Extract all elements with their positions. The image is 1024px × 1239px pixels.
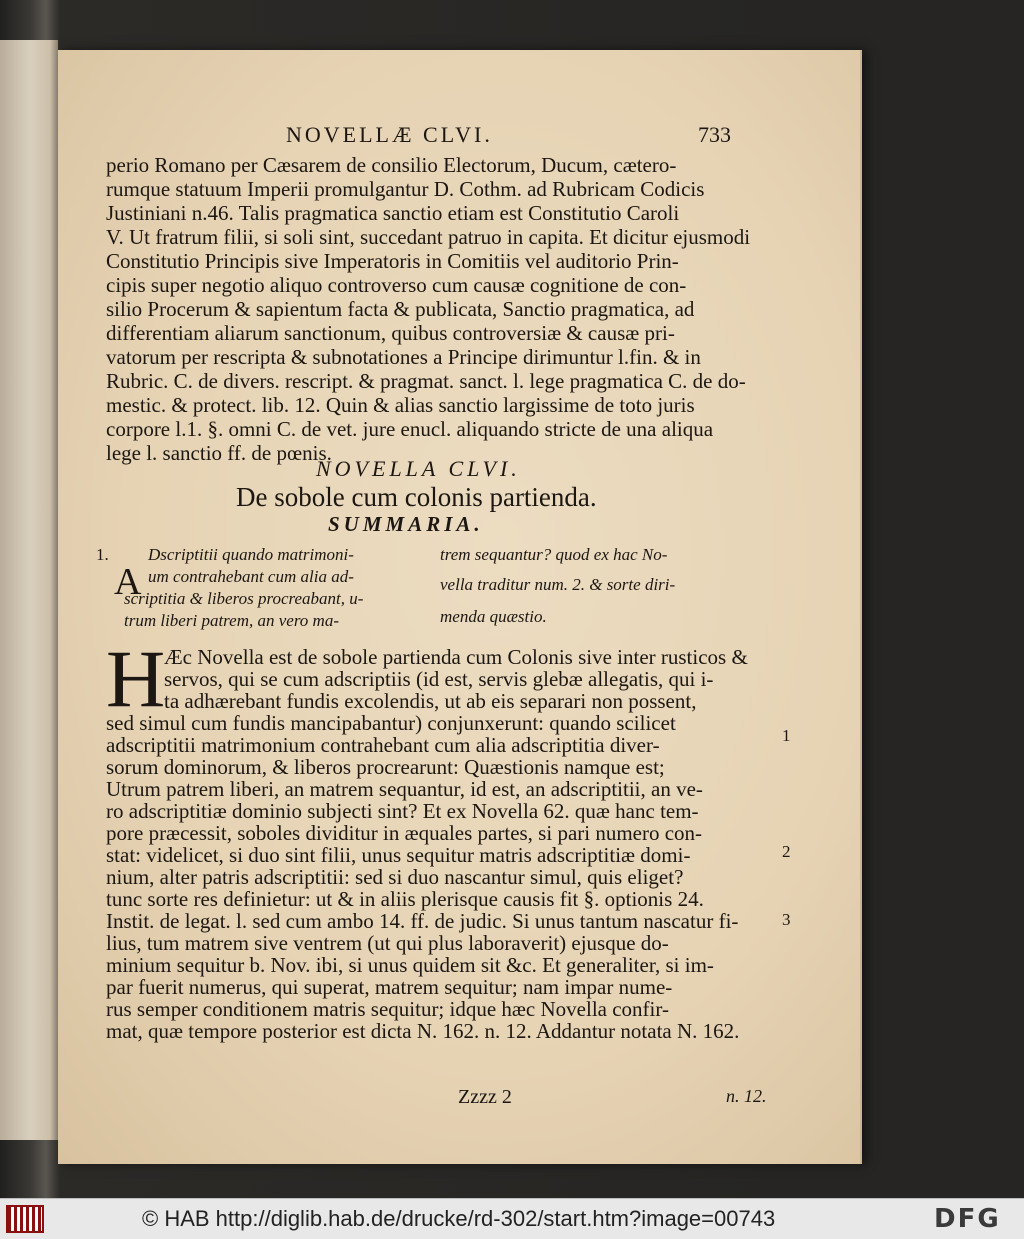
summaria-line: vella traditur num. 2. & sorte diri- [440, 575, 676, 594]
summaria-heading: SUMMARIA. [328, 512, 484, 536]
summaria-line: Dscriptitii quando matrimoni- [148, 545, 354, 564]
text-line: rumque statuum Imperii promulgantur D. Cothm. ad Rubricam Codicis [106, 177, 705, 201]
text-line: sorum dominorum, & liberos procrearunt: Quæstionis namque est; [106, 755, 665, 779]
text-line: adscriptitii matrimonium contrahebant cum alia adscriptitia diver- [106, 733, 660, 757]
text-line: mat, quæ tempore posterior est dicta N. 162. n. 12. Addantur notata N. 162. [106, 1019, 740, 1043]
text-line: perio Romano per Cæsarem de consilio Electorum, Ducum, cætero- [106, 153, 677, 177]
text-line: cipis super negotio aliquo controverso cum causæ cognitione de con- [106, 273, 687, 297]
text-line: ro adscriptitiæ dominio subjecti sint? Et ex Novella 62. quæ hanc tem- [106, 799, 699, 823]
dfg-logo[interactable]: DFG [934, 1204, 1001, 1234]
summaria-line: menda quæstio. [440, 607, 547, 626]
text-line: differentiam aliarum sanctionum, quibus controversiæ & causæ pri- [106, 321, 675, 345]
text-line: sed simul cum fundis mancipabantur) conjunxerunt: quando scilicet [106, 711, 676, 735]
catchword: n. 12. [726, 1086, 767, 1106]
text-line: tunc sorte res definietur: ut & in aliis plerisque causis fit §. optionis 24. [106, 887, 704, 911]
text-line: Æc Novella est de sobole partienda cum Colonis sive inter rusticos & [164, 645, 748, 669]
text-line: servos, qui se cum adscriptiis (id est, servis glebæ allegatis, qui i- [164, 667, 714, 691]
book-page [58, 50, 860, 1164]
copyright-link[interactable]: © HAB http://diglib.hab.de/drucke/rd-302/start.htm?image=00743 [142, 1206, 776, 1231]
text-line: nium, alter patris adscriptitii: sed si duo nascantur simul, quis eliget? [106, 865, 684, 889]
novella-title: De sobole cum colonis partienda. [236, 482, 597, 512]
page-number: 733 [698, 122, 731, 147]
text-line: par fuerit numerus, qui superat, matrem sequitur; nam impar nume- [106, 975, 673, 999]
running-head: NOVELLÆ CLVI. [286, 122, 493, 147]
text-line: silio Procerum & sapientum facta & publicata, Sanctio pragmatica, ad [106, 297, 695, 321]
text-line: corpore l.1. §. omni C. de vet. jure enucl. aliquando stricte de una aliqua [106, 417, 714, 441]
text-line: mestic. & protect. lib. 12. Quin & alias sanctio largissime de toto juris [106, 393, 695, 417]
summaria-line: trem sequantur? quod ex hac No- [440, 545, 668, 564]
text-line: Constitutio Principis sive Imperatoris in Comitiis vel auditorio Prin- [106, 249, 679, 273]
text-line: pore præcessit, soboles dividitur in æquales partes, si pari numero con- [106, 821, 703, 845]
summaria-line: scriptitia & liberos procreabant, u- [124, 589, 364, 608]
text-line: lius, tum matrem sive ventrem (ut qui plus laboraverit) ejusque do- [106, 931, 669, 955]
text-line: stat: videlicet, si duo sint filii, unus sequitur matris adscriptitiæ domi- [106, 843, 691, 867]
hab-barcode-logo-icon[interactable] [6, 1205, 44, 1233]
margin-number: 2 [782, 842, 791, 861]
signature-mark: Zzzz 2 [458, 1086, 512, 1108]
summaria-number: 1. [96, 545, 109, 564]
text-line: V. Ut fratrum filii, si soli sint, succedant patruo in capita. Et dicitur ejusmodi [106, 225, 751, 249]
text-line: Justiniani n.46. Talis pragmatica sanctio etiam est Constitutio Caroli [106, 201, 680, 225]
summaria-line: trum liberi patrem, an vero ma- [124, 611, 339, 630]
margin-number: 1 [782, 726, 791, 745]
novella-heading: NOVELLA CLVI. [316, 456, 521, 481]
left-page-edge [0, 40, 58, 1140]
margin-number: 3 [782, 910, 791, 929]
text-line: ta adhærebant fundis excolendis, ut ab eis separari non possent, [164, 689, 697, 713]
paragraph-drop-letter: H [106, 633, 166, 724]
text-line: rus semper conditionem matris sequitur; idque hæc Novella confir- [106, 997, 669, 1021]
text-line: Instit. de legat. l. sed cum ambo 14. ff. de judic. Si unus tantum nascatur fi- [106, 909, 739, 933]
text-line: Utrum patrem liberi, an matrem sequantur, id est, an adscriptitii, an ve- [106, 777, 703, 801]
text-line: vatorum per rescripta & subnotationes a Principe dirimuntur l.fin. & in [106, 345, 701, 369]
text-line: lege l. sanctio ff. de pœnis. [106, 441, 332, 465]
footer-bar [0, 1198, 1024, 1239]
text-line: Rubric. C. de divers. rescript. & pragmat. sanct. l. lege pragmatica C. de do- [106, 369, 746, 393]
summaria-drop-letter: A [114, 561, 142, 603]
text-line: minium sequitur b. Nov. ibi, si unus quidem sit &c. Et generaliter, si im- [106, 953, 714, 977]
summaria-line: um contrahebant cum alia ad- [148, 567, 354, 586]
